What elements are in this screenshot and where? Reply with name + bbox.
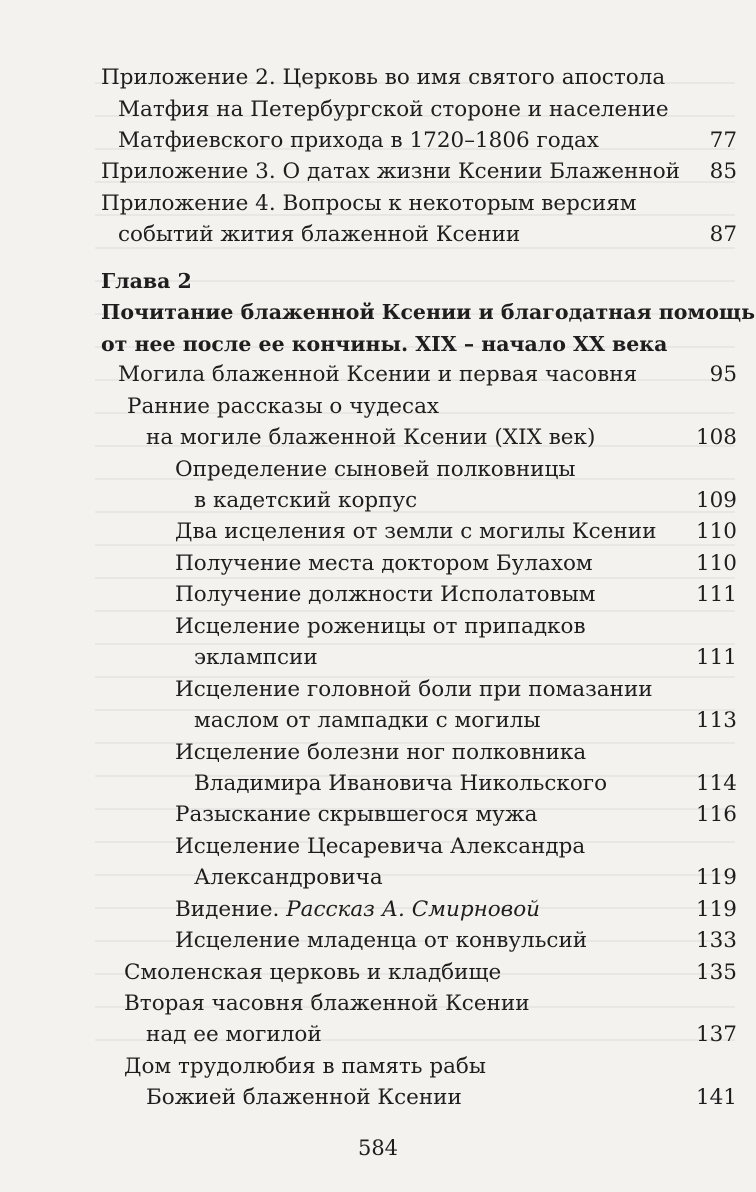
toc-page-number: 116 [695, 802, 737, 827]
toc-entry-text [124, 957, 501, 989]
toc-entry-text [118, 125, 599, 157]
toc-entry-title: Смоленская церковь и кладбище [124, 960, 502, 985]
toc-entry-text [101, 156, 680, 188]
toc-line [118, 359, 737, 391]
toc-page-number: 111 [695, 582, 737, 607]
toc-entry-text [101, 296, 755, 328]
toc-entry-title: Дом трудолюбия в память рабы [124, 1054, 486, 1079]
toc-entry-title: Могила блаженной Ксении и первая часовня [118, 362, 638, 387]
toc-entry-text [194, 485, 417, 517]
toc-page-number: 110 [695, 551, 737, 576]
toc-entry-title: Определение сыновей полковницы [175, 457, 576, 482]
toc-entry-text [175, 548, 593, 580]
toc-entry-text [194, 862, 383, 894]
toc-entry-text [194, 705, 541, 737]
toc-entry-title: Два исцеления от земли с могилы Ксении [175, 519, 657, 544]
toc-entry-title: Владимира Ивановича Никольского [194, 771, 608, 796]
toc-entry-title: Получение должности Исполатовым [175, 582, 596, 607]
toc-entry-title: Видение. [175, 897, 280, 922]
toc-entry-text [118, 359, 637, 391]
toc-entry-title: Почитание блаженной Ксении и благодатная помощь [101, 300, 755, 324]
toc-line [146, 1019, 737, 1051]
toc-entry-text [175, 516, 656, 548]
toc-entry-title: Исцеление головной боли при помазании [175, 677, 653, 702]
toc-entry-title: Приложение 4. Вопросы к некоторым версиям [101, 191, 637, 216]
toc-page-number: 113 [695, 708, 737, 733]
toc-entry-title: Глава 2 [101, 269, 192, 293]
toc-entry-title: маслом от лампадки с могилы [194, 708, 541, 733]
toc-entry-text [175, 579, 595, 611]
toc-line [194, 705, 737, 737]
toc-entry-title: Ранние рассказы о чудесах [127, 394, 440, 419]
toc-entry-text [118, 94, 669, 126]
toc-page-number: 137 [695, 1022, 737, 1047]
toc-line [194, 485, 737, 517]
toc-entry-title: Исцеление младенца от конвульсий [175, 928, 588, 953]
toc-entry-text [118, 219, 520, 251]
toc-page-number: 135 [695, 960, 737, 985]
toc-line [175, 548, 737, 580]
toc-line [175, 799, 737, 831]
toc-entry-text [175, 611, 586, 643]
toc-entry-text [101, 188, 637, 220]
toc-line [118, 219, 737, 251]
toc-entry-text [101, 62, 665, 94]
toc-line [101, 62, 737, 94]
toc-entry-text [175, 454, 575, 486]
toc-entry-title: в кадетский корпус [194, 488, 418, 513]
toc-line [124, 957, 737, 989]
toc-line [175, 674, 737, 706]
toc-line [118, 94, 737, 126]
toc-page-number: 114 [695, 771, 737, 796]
toc-entry-title: Матфия на Петербургской стороне и население [118, 97, 669, 122]
toc-entry-title: Вторая часовня блаженной Ксении [124, 991, 530, 1016]
toc-entry-title: Разыскание скрывшегося мужа [175, 802, 538, 827]
toc-page-number: 141 [695, 1085, 737, 1110]
toc-page-number: 119 [695, 865, 737, 890]
toc-entry-text [101, 328, 667, 360]
toc-page-number: 87 [709, 222, 737, 247]
toc-entry-title: эклампсии [194, 645, 318, 670]
toc-entry-text [124, 988, 530, 1020]
toc-line [101, 156, 737, 188]
toc-entry-text [194, 768, 607, 800]
toc-entry-text [127, 391, 439, 423]
toc-line [175, 454, 737, 486]
toc-entry-title: над ее могилой [146, 1022, 322, 1047]
toc-entry-title: на могиле блаженной Ксении (XIX век) [146, 425, 596, 450]
toc-line [175, 516, 737, 548]
toc-line [175, 925, 737, 957]
toc-entry-title: Исцеление Цесаревича Александра [175, 834, 586, 859]
toc-page-number: 85 [709, 159, 737, 184]
page-number: 584 [357, 1136, 399, 1160]
toc-page-number: 133 [695, 928, 737, 953]
toc-line [101, 265, 737, 297]
toc-entry-text [175, 925, 587, 957]
toc-page-number: 110 [695, 519, 737, 544]
toc-entry-title: от нее после ее кончины. XIX – начало XX века [101, 332, 668, 356]
toc-entry-text [175, 737, 586, 769]
toc-entry-text [175, 799, 537, 831]
toc-entry-title: Приложение 2. Церковь во имя святого апостола [101, 65, 666, 90]
toc-page-number: 111 [695, 645, 737, 670]
toc-entry-title: Исцеление болезни ног полковника [175, 740, 587, 765]
toc-line [194, 768, 737, 800]
toc-entry-title: Александровича [194, 865, 383, 890]
toc-line [175, 894, 737, 926]
toc-entry-text [146, 422, 595, 454]
toc-line [127, 391, 737, 423]
toc-entry-title: Получение места доктором Булахом [175, 551, 593, 576]
toc-line [175, 737, 737, 769]
toc-line [146, 422, 737, 454]
toc-entry-title: Божией блаженной Ксении [146, 1085, 462, 1110]
toc-line [118, 125, 737, 157]
toc-entry-title: Приложение 3. О датах жизни Ксении Блаженной [101, 159, 680, 184]
toc-line [194, 862, 737, 894]
toc-line [101, 328, 737, 360]
toc-entry-text [175, 831, 585, 863]
toc-entry-title: событий жития блаженной Ксении [118, 222, 521, 247]
toc-line [194, 642, 737, 674]
toc-entry-text [194, 642, 318, 674]
toc-entry-title: Исцеление роженицы от припадков [175, 614, 586, 639]
toc-page-number: 77 [709, 128, 737, 153]
toc-entry-text [175, 674, 653, 706]
toc-line [124, 988, 737, 1020]
toc-entry-text [101, 265, 192, 297]
toc-line [175, 831, 737, 863]
toc-line [175, 611, 737, 643]
toc-entry-text [146, 1082, 462, 1114]
toc-entry-text [175, 894, 540, 926]
toc-line [175, 579, 737, 611]
toc-entry-text [124, 1051, 486, 1083]
toc-page-number: 119 [695, 897, 737, 922]
toc-line [101, 296, 755, 328]
toc-page-number: 108 [695, 425, 737, 450]
toc-line [146, 1082, 737, 1114]
toc-page-number: 95 [709, 362, 737, 387]
toc-page-number: 109 [695, 488, 737, 513]
toc-entry-title: Матфиевского прихода в 1720–1806 годах [118, 128, 599, 153]
toc-entry-italic: Рассказ А. Смирновой [286, 897, 540, 922]
toc-line [101, 188, 737, 220]
toc-line [124, 1051, 737, 1083]
toc-entry-text [146, 1019, 322, 1051]
